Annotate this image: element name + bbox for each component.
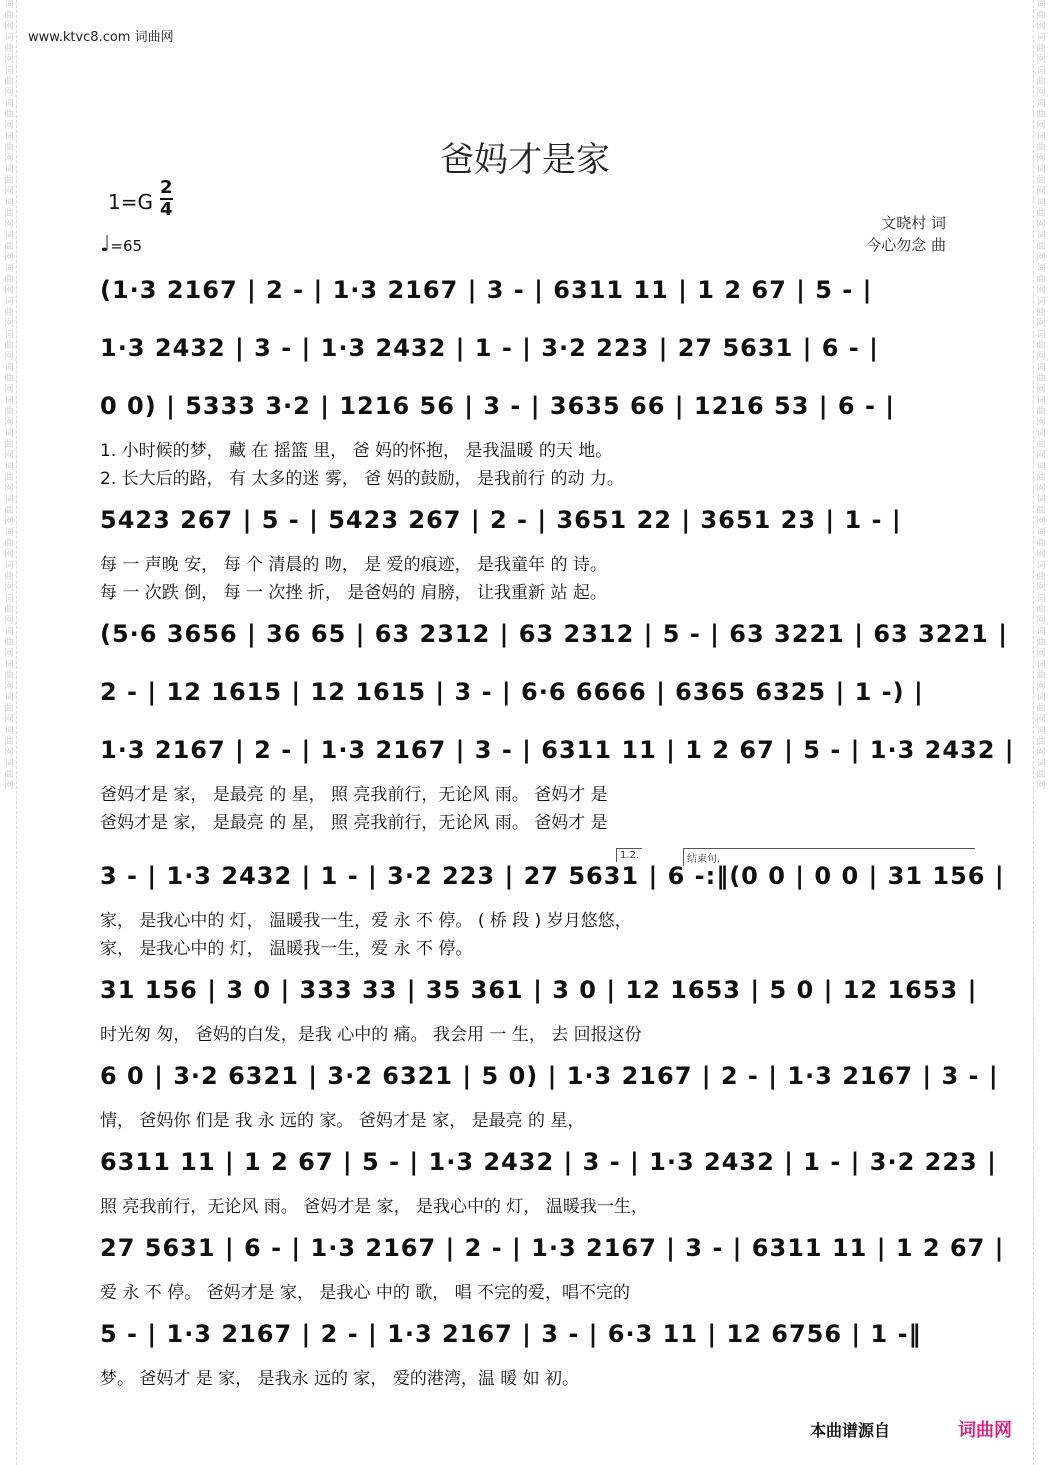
watermark-glyph: 词 (1036, 726, 1046, 736)
watermark-glyph: 网 (1036, 55, 1046, 65)
watermark-glyph: 曲 (4, 209, 14, 219)
watermark-glyph: 曲 (1036, 341, 1046, 351)
score-line (100, 334, 950, 380)
time-signature (160, 178, 173, 220)
watermark-glyph: 曲 (1036, 374, 1046, 384)
watermark-glyph: 曲 (4, 176, 14, 186)
watermark-glyph: 词 (4, 462, 14, 472)
watermark-glyph: 词 (1036, 231, 1046, 241)
watermark-glyph: 曲 (4, 440, 14, 450)
watermark-glyph: 曲 (4, 242, 14, 252)
lyric-line: 梦。 爸妈才 是 家， 是我永 远的 家， 爱的港湾，温 暖 如 初。 (100, 1369, 580, 1389)
watermark-glyph: 词 (1036, 627, 1046, 637)
watermark-glyph: 网 (1036, 517, 1046, 527)
watermark-glyph: 网 (4, 220, 14, 230)
site-label[interactable]: www.ktvc8.com 词曲网 (28, 30, 174, 45)
watermark-glyph: 网 (1036, 715, 1046, 725)
watermark-glyph: 网 (1036, 616, 1046, 626)
watermark-glyph: 网 (4, 583, 14, 593)
watermark-glyph: 网 (1036, 550, 1046, 560)
volta-coda: 结束句. (683, 848, 975, 866)
watermark-glyph: 词 (4, 495, 14, 505)
watermark-glyph: 网 (1036, 286, 1046, 296)
watermark-glyph: 词 (1036, 198, 1046, 208)
volta-first-ending: 1.2. (616, 848, 642, 862)
watermark-left (2, 0, 17, 1465)
watermark-glyph: 网 (1036, 187, 1046, 197)
watermark-glyph: 网 (4, 286, 14, 296)
score-line (100, 620, 1008, 666)
watermark-glyph: 网 (4, 550, 14, 560)
lyric-line: 照 亮我前行，无论风 雨。 爸妈才是 家， 是我心中的 灯， 温暖我一生， (100, 1197, 648, 1217)
watermark-glyph: 词 (1036, 495, 1046, 505)
watermark-glyph: 词 (1036, 429, 1046, 439)
watermark-glyph: 曲 (4, 704, 14, 714)
watermark-glyph: 网 (1036, 418, 1046, 428)
notation-line: 27 5631 | 6 - | 1·3 2167 | 2 - | 1·3 2167 | 3 - | 6311 11 | 1 2 67 | (100, 1234, 1005, 1262)
watermark-glyph: 曲 (1036, 275, 1046, 285)
watermark-glyph: 网 (1036, 220, 1046, 230)
watermark-glyph: 网 (1036, 121, 1046, 131)
notation-line: 31 156 | 3 0 | 333 33 | 35 361 | 3 0 | 12 1653 | 5 0 | 12 1653 | (100, 976, 978, 1004)
watermark-glyph: 词 (1036, 99, 1046, 109)
watermark-glyph: 词 (4, 759, 14, 769)
watermark-glyph: 曲 (1036, 737, 1046, 747)
watermark-glyph: 曲 (4, 407, 14, 417)
watermark-glyph: 曲 (1036, 572, 1046, 582)
watermark-glyph: 词 (4, 264, 14, 274)
watermark-glyph: 曲 (1036, 407, 1046, 417)
watermark-glyph: 曲 (4, 11, 14, 21)
watermark-glyph: 曲 (4, 77, 14, 87)
watermark-glyph: 网 (1036, 682, 1046, 692)
score-line (100, 276, 950, 322)
watermark-glyph: 曲 (4, 539, 14, 549)
watermark-glyph: 词 (1036, 165, 1046, 175)
watermark-glyph: 网 (1036, 253, 1046, 263)
watermark-glyph: 网 (1036, 583, 1046, 593)
watermark-glyph: 网 (4, 187, 14, 197)
watermark-glyph: 网 (4, 352, 14, 362)
watermark-glyph: 曲 (1036, 638, 1046, 648)
watermark-glyph: 曲 (4, 44, 14, 54)
watermark-glyph: 曲 (1036, 473, 1046, 483)
watermark-glyph: 词 (1036, 0, 1046, 10)
lyric-line: 时光匆 匆， 爸妈的白发，是我 心中的 痛。 我会用 一 生， 去 回报这份 (100, 1025, 642, 1045)
watermark-glyph: 曲 (1036, 539, 1046, 549)
notation-line: (1·3 2167 | 2 - | 1·3 2167 | 3 - | 6311 11 | 1 2 67 | 5 - | (100, 276, 873, 304)
watermark-glyph: 网 (4, 121, 14, 131)
watermark-glyph: 网 (4, 517, 14, 527)
notation-line: 5423 267 | 5 - | 5423 267 | 2 - | 3651 22 | 3651 23 | 1 - | (100, 506, 902, 534)
watermark-glyph: 曲 (1036, 440, 1046, 450)
watermark-glyph: 词 (1036, 33, 1046, 43)
time-signature-bottom: 4 (160, 199, 173, 220)
watermark-glyph: 网 (4, 616, 14, 626)
watermark-glyph: 曲 (1036, 506, 1046, 516)
score-line (100, 506, 950, 603)
watermark-glyph: 网 (4, 715, 14, 725)
watermark-glyph: 曲 (1036, 209, 1046, 219)
watermark-glyph: 曲 (1036, 44, 1046, 54)
watermark-glyph: 曲 (4, 572, 14, 582)
quarter-note-icon: ♩ (100, 232, 111, 257)
watermark-glyph: 网 (4, 319, 14, 329)
watermark-glyph: 网 (4, 484, 14, 494)
score-line (100, 1234, 1005, 1303)
watermark-glyph: 网 (4, 781, 14, 791)
watermark-glyph: 曲 (1036, 605, 1046, 615)
watermark-glyph: 词 (4, 693, 14, 703)
score-line (100, 1062, 999, 1131)
notation-line: 3 - | 1·3 2432 | 1 - | 3·2 223 | 27 5631 | 6 -:‖(0 0 | 0 0 | 31 156 | (100, 862, 1005, 890)
notation-line: 6311 11 | 1 2 67 | 5 - | 1·3 2432 | 3 - | 1·3 2432 | 1 - | 3·2 223 | (100, 1148, 997, 1176)
watermark-glyph: 词 (4, 99, 14, 109)
notation-line: (5·6 3656 | 36 65 | 63 2312 | 63 2312 | 5 - | 63 3221 | 63 3221 | (100, 620, 1008, 648)
lyricist: 文晓村 词 (881, 214, 946, 232)
watermark-glyph: 词 (1036, 528, 1046, 538)
lyric-line: 家， 是我心中的 灯， 温暖我一生，爱 永 不 停。 (100, 939, 473, 959)
footer-source-label: 本曲谱源自 (810, 1421, 891, 1440)
notation-line: 6 0 | 3·2 6321 | 3·2 6321 | 5 0) | 1·3 2167 | 2 - | 1·3 2167 | 3 - | (100, 1062, 999, 1090)
watermark-glyph: 词 (4, 66, 14, 76)
notation-line: 1·3 2167 | 2 - | 1·3 2167 | 3 - | 6311 11 | 1 2 67 | 5 - | 1·3 2432 | (100, 736, 1015, 764)
watermark-glyph: 网 (4, 748, 14, 758)
score-line (100, 736, 1015, 833)
watermark-glyph: 曲 (1036, 11, 1046, 21)
watermark-glyph: 词 (1036, 363, 1046, 373)
watermark-glyph: 词 (1036, 297, 1046, 307)
watermark-glyph: 词 (1036, 660, 1046, 670)
watermark-glyph: 词 (1036, 462, 1046, 472)
watermark-glyph: 网 (1036, 352, 1046, 362)
watermark-glyph: 曲 (1036, 242, 1046, 252)
watermark-glyph: 词 (1036, 330, 1046, 340)
watermark-glyph: 网 (1036, 748, 1046, 758)
watermark-glyph: 曲 (4, 308, 14, 318)
watermark-glyph: 曲 (1036, 176, 1046, 186)
watermark-glyph: 网 (4, 649, 14, 659)
lyric-line: 爱 永 不 停。 爸妈才是 家， 是我心 中的 歌， 唱 不完的爱，唱不完的 (100, 1283, 631, 1303)
lyric-line: 情， 爸妈你 们是 我 永 远的 家。 爸妈才是 家， 是最亮 的 星， (100, 1111, 585, 1131)
watermark-glyph: 网 (1036, 22, 1046, 32)
watermark-glyph: 网 (1036, 451, 1046, 461)
watermark-glyph: 词 (4, 165, 14, 175)
watermark-glyph: 网 (1036, 88, 1046, 98)
watermark-right (1033, 0, 1048, 1465)
watermark-glyph: 词 (4, 561, 14, 571)
watermark-glyph: 曲 (1036, 770, 1046, 780)
watermark-glyph: 曲 (1036, 143, 1046, 153)
watermark-glyph: 网 (4, 451, 14, 461)
watermark-glyph: 曲 (4, 737, 14, 747)
footer-site[interactable]: 词曲网 (958, 1420, 1012, 1441)
watermark-glyph: 网 (4, 154, 14, 164)
watermark-glyph: 曲 (4, 770, 14, 780)
watermark-glyph: 词 (1036, 66, 1046, 76)
watermark-glyph: 曲 (1036, 77, 1046, 87)
lyric-line: 每 一 次跌 倒， 每 一 次挫 折， 是爸妈的 肩膀， 让我重新 站 起。 (100, 583, 607, 603)
notation-line: 1·3 2432 | 3 - | 1·3 2432 | 1 - | 3·2 223 | 27 5631 | 6 - | (100, 334, 879, 362)
watermark-glyph: 词 (4, 660, 14, 670)
watermark-glyph: 网 (4, 682, 14, 692)
watermark-glyph: 曲 (4, 110, 14, 120)
lyric-line: 1. 小时候的梦， 藏 在 摇篮 里， 爸 妈的怀抱， 是我温暖 的天 地。 (100, 441, 613, 461)
watermark-glyph: 曲 (4, 275, 14, 285)
lyric-line: 每 一 声晚 安， 每 个 清晨的 吻， 是 爱的痕迹， 是我童年 的 诗。 (100, 555, 607, 575)
watermark-glyph: 词 (4, 231, 14, 241)
watermark-glyph: 曲 (1036, 704, 1046, 714)
watermark-glyph: 网 (1036, 154, 1046, 164)
watermark-glyph: 曲 (1036, 110, 1046, 120)
watermark-glyph: 词 (1036, 264, 1046, 274)
score-line (100, 392, 950, 489)
watermark-glyph: 词 (4, 726, 14, 736)
watermark-glyph: 曲 (4, 671, 14, 681)
watermark-glyph: 曲 (1036, 308, 1046, 318)
watermark-glyph: 网 (1036, 649, 1046, 659)
lyric-line: 2. 长大后的路， 有 太多的迷 雾， 爸 妈的鼓励， 是我前行 的动 力。 (100, 469, 624, 489)
watermark-glyph: 网 (4, 385, 14, 395)
watermark-glyph: 网 (4, 55, 14, 65)
watermark-glyph: 词 (4, 627, 14, 637)
watermark-glyph: 曲 (4, 341, 14, 351)
watermark-glyph: 网 (1036, 385, 1046, 395)
watermark-glyph: 词 (1036, 693, 1046, 703)
watermark-glyph: 词 (4, 0, 14, 10)
watermark-glyph: 曲 (4, 605, 14, 615)
watermark-glyph: 网 (4, 253, 14, 263)
watermark-glyph: 词 (4, 297, 14, 307)
watermark-glyph: 曲 (4, 473, 14, 483)
watermark-glyph: 词 (4, 33, 14, 43)
watermark-glyph: 词 (1036, 396, 1046, 406)
notation-line: 0 0) | 5333 3·2 | 1216 56 | 3 - | 3635 66 | 1216 53 | 6 - | (100, 392, 896, 420)
score-line (100, 1320, 950, 1389)
watermark-glyph: 网 (1036, 484, 1046, 494)
watermark-glyph: 词 (1036, 594, 1046, 604)
watermark-glyph: 词 (1036, 132, 1046, 142)
score-line (100, 976, 978, 1045)
watermark-glyph: 词 (4, 363, 14, 373)
tempo-marking (100, 232, 142, 257)
key-signature: 1=G (108, 190, 153, 214)
watermark-glyph: 词 (4, 429, 14, 439)
watermark-glyph: 词 (4, 396, 14, 406)
watermark-glyph: 网 (4, 22, 14, 32)
watermark-glyph: 曲 (1036, 671, 1046, 681)
lyric-line: 爸妈才是 家， 是最亮 的 星， 照 亮我前行，无论风 雨。 爸妈才 是 (100, 813, 608, 833)
lyric-line: 家， 是我心中的 灯， 温暖我一生，爱 永 不 停。 ( 桥 段 ) 岁月悠悠， (100, 911, 632, 931)
notation-line: 5 - | 1·3 2167 | 2 - | 1·3 2167 | 3 - | 6·3 11 | 12 6756 | 1 -‖ (100, 1320, 922, 1348)
watermark-glyph: 词 (1036, 759, 1046, 769)
watermark-glyph: 网 (1036, 781, 1046, 791)
watermark-glyph: 网 (4, 418, 14, 428)
notation-line: 2 - | 12 1615 | 12 1615 | 3 - | 6·6 6666 | 6365 6325 | 1 -) | (100, 678, 924, 706)
score-line (100, 1148, 997, 1217)
watermark-glyph: 词 (1036, 561, 1046, 571)
watermark-glyph: 词 (4, 528, 14, 538)
tempo-value: =65 (110, 237, 143, 255)
lyric-line: 爸妈才是 家， 是最亮 的 星， 照 亮我前行，无论风 雨。 爸妈才 是 (100, 785, 608, 805)
watermark-glyph: 曲 (4, 143, 14, 153)
score-line (100, 678, 950, 724)
watermark-glyph: 曲 (4, 506, 14, 516)
composer: 今心勿念 曲 (866, 236, 946, 254)
song-title: 爸妈才是家 (440, 140, 610, 180)
time-signature-top: 2 (160, 177, 173, 198)
watermark-glyph: 词 (4, 198, 14, 208)
watermark-glyph: 曲 (4, 374, 14, 384)
watermark-glyph: 网 (1036, 319, 1046, 329)
watermark-glyph: 词 (4, 330, 14, 340)
watermark-glyph: 曲 (4, 638, 14, 648)
watermark-glyph: 网 (4, 88, 14, 98)
score-line (100, 862, 1005, 959)
watermark-glyph: 词 (4, 594, 14, 604)
watermark-glyph: 词 (4, 132, 14, 142)
